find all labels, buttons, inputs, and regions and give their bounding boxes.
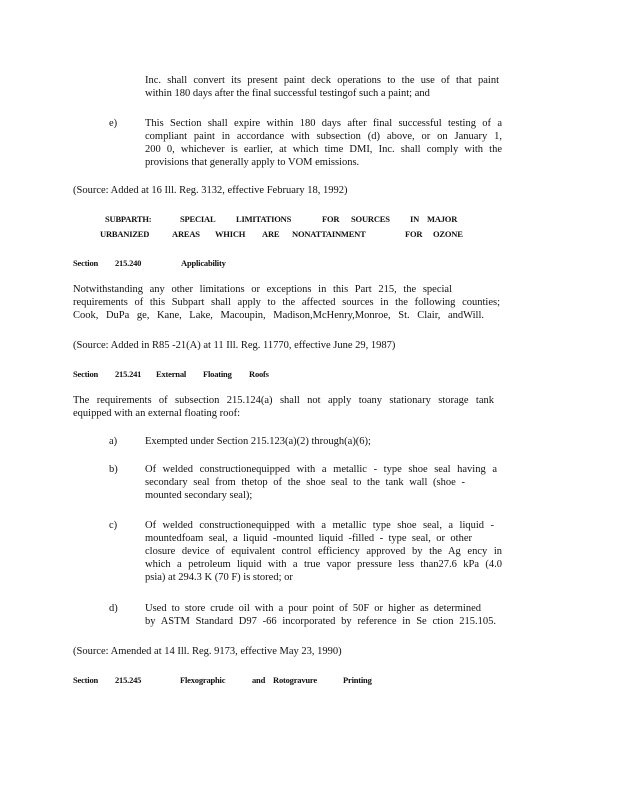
item-label-b: b) (109, 464, 118, 475)
heading-word: MAJOR (427, 214, 458, 224)
heading-word: SPECIAL (180, 214, 216, 224)
paragraph-continuation (145, 74, 499, 100)
text-line: secondary seal from thetop of the shoe seal to the tank wall (shoe - (145, 477, 465, 488)
section-number: 215.245 (115, 675, 142, 685)
text-line: provisions that generally apply to VOM emissions. (145, 157, 360, 168)
heading-word: NONATTAINMENT (292, 229, 366, 239)
heading-word: IN (410, 214, 420, 224)
text-line: Inc. shall convert its present paint deck operations to the use of that paint (145, 75, 499, 86)
item-a-text (145, 435, 371, 448)
section-title-word: and (252, 675, 266, 685)
item-label-a: a) (109, 436, 118, 447)
text-line: Notwithstanding any other limitations or exceptions in this Part 215, the special (73, 284, 452, 295)
section-title: Applicability (181, 258, 226, 268)
applicability-paragraph (73, 283, 500, 322)
section-number: 215.240 (115, 258, 142, 268)
text-line: within 180 days after the final successful testingof such a paint; and (145, 88, 430, 99)
heading-word: FOR (322, 214, 340, 224)
section-title-word: Printing (343, 675, 372, 685)
text-line: 200 0, whichever is earlier, at which time DMI, Inc. shall comply with the (145, 144, 502, 155)
heading-word: AREAS (172, 229, 200, 239)
text-line: This Section shall expire within 180 days after final successful testing of a (145, 118, 502, 129)
text-line: psia) at 294.3 K (70 F) is stored; or (145, 572, 293, 583)
item-b-text (145, 463, 497, 502)
text-line: Of welded constructionequipped with a metallic type shoe seal, a liquid - (145, 520, 494, 531)
section-word: Section (73, 258, 99, 268)
text-line: equipped with an external floating roof: (73, 408, 241, 419)
text-line: Of welded constructionequipped with a metallic - type shoe seal having a (145, 464, 497, 475)
heading-word: URBANIZED (100, 229, 150, 239)
section-word: Section (73, 675, 99, 685)
heading-word: SOURCES (351, 214, 390, 224)
section-title-word: Flexographic (180, 675, 226, 685)
item-label-d: d) (109, 603, 118, 614)
item-c-text (145, 519, 502, 584)
external-floating-roofs-paragraph (73, 394, 494, 420)
heading-word: FOR (405, 229, 423, 239)
item-label-e: e) (109, 118, 118, 129)
text-line: The requirements of subsection 215.124(a) shall not apply toany stationary storage tank (73, 395, 494, 406)
heading-word: WHICH (215, 229, 246, 239)
text-line: Cook, DuPa ge, Kane, Lake, Macoupin, Madison,McHenry,Monroe, St. Clair, andWill. (73, 310, 484, 321)
text-line: Exempted under Section 215.123(a)(2) through(a)(6); (145, 436, 371, 447)
source-note: (Source: Added in R85 -21(A) at 11 Ill. Reg. 11770, effective June 29, 1987) (73, 340, 396, 351)
item-d-text (145, 602, 496, 628)
item-label-c: c) (109, 520, 118, 531)
text-line: Used to store crude oil with a pour point of 50F or higher as determined (145, 603, 481, 614)
section-word: Section (73, 369, 99, 379)
text-line: mountedfoam seal, a liquid -mounted liquid -filled - type seal, or other (145, 533, 472, 544)
source-note: (Source: Added at 16 Ill. Reg. 3132, effective February 18, 1992) (73, 185, 348, 196)
heading-word: SUBPARTH: (105, 214, 152, 224)
heading-word: ARE (262, 229, 280, 239)
source-note: (Source: Amended at 14 Ill. Reg. 9173, effective May 23, 1990) (73, 646, 342, 657)
heading-word: OZONE (433, 229, 463, 239)
heading-word: LIMITATIONS (236, 214, 292, 224)
text-line: compliant paint in accordance with subsection (d) above, or on January 1, (145, 131, 502, 142)
section-title-word: Floating (203, 369, 232, 379)
text-line: requirements of this Subpart shall apply to the affected sources in the following counties; (73, 297, 500, 308)
text-line: which a petroleum liquid with a true vapor pressure less than27.6 kPa (4.0 (145, 559, 502, 570)
section-title-word: Rotogravure (273, 675, 317, 685)
text-line: mounted secondary seal); (145, 490, 253, 501)
section-title-word: Roofs (249, 369, 269, 379)
section-title-word: External (156, 369, 187, 379)
section-number: 215.241 (115, 369, 142, 379)
text-line: closure device of equivalent control efficiency approved by the Ag ency in (145, 546, 502, 557)
item-e-text (145, 117, 502, 169)
text-line: by ASTM Standard D97 -66 incorporated by reference in Se ction 215.105. (145, 616, 496, 627)
